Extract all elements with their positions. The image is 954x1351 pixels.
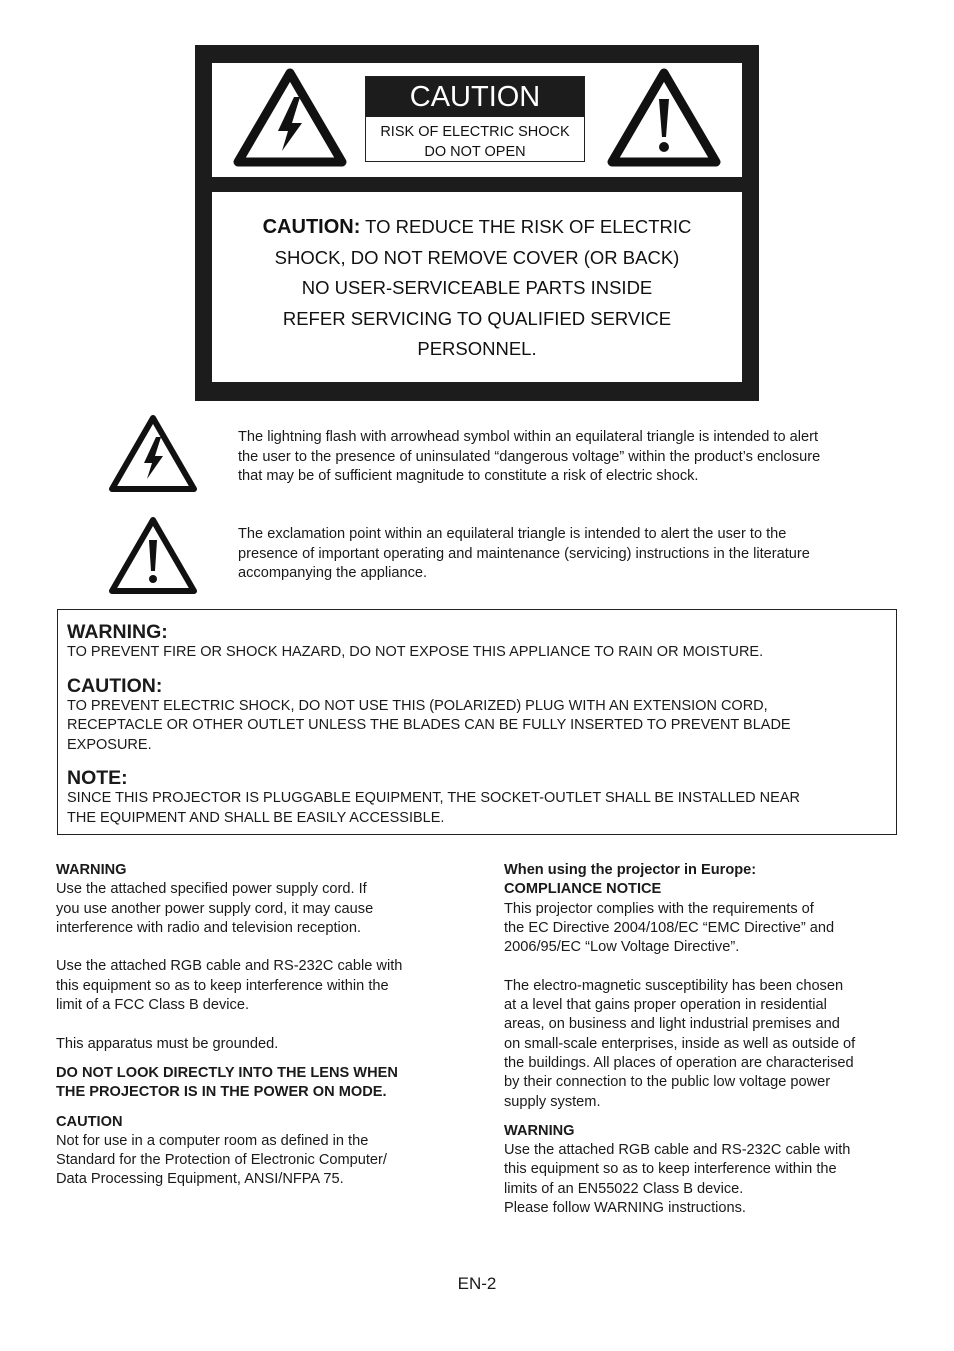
exclamation-symbol-description: The exclamation point within an equilateral triangle is intended to alert the user to the presence of important operating and maintenance (servicing) instructions in the literature accompanying the appliance. <box>238 526 810 581</box>
left-warning-heading: WARNING <box>56 862 127 878</box>
caution-message <box>212 212 742 365</box>
caution-message-line-4: REFER SERVICING TO QUALIFIED SERVICE <box>282 307 672 329</box>
lens-warning: DO NOT LOOK DIRECTLY INTO THE LENS WHEN <box>56 1064 398 1081</box>
note-text: SINCE THIS PROJECTOR IS PLUGGABLE EQUIPMENT, THE SOCKET-OUTLET SHALL BE INSTALLED NEAR THE EQUIPMENT AND SHALL BE EASILY ACCESSIBLE. <box>67 790 800 826</box>
warning-heading: WARNING: <box>67 621 168 643</box>
caution-message-line-3: NO USER-SERVICEABLE PARTS INSIDE <box>301 277 653 298</box>
lightning-symbol-description: The lightning flash with arrowhead symbol within an equilateral triangle is intended to alert the user to the presence of uninsulated “dangerous voltage” within the product’s enclosure that may be of sufficient magnitude to constitute a risk of electric shock. <box>238 429 821 484</box>
note-heading: NOTE: <box>67 767 128 789</box>
caution-message-line-1: CAUTION: TO REDUCE THE RISK OF ELECTRIC <box>262 216 692 238</box>
shock-warning-line-1: RISK OF ELECTRIC SHOCK <box>380 124 570 140</box>
caution-message-line-5: PERSONNEL. <box>417 338 537 359</box>
caution-label <box>365 76 585 162</box>
caution-heading: CAUTION: <box>67 674 163 697</box>
warning-text: TO PREVENT FIRE OR SHOCK HAZARD, DO NOT EXPOSE THIS APPLIANCE TO RAIN OR MOISTURE. <box>67 644 764 660</box>
page-number: EN-2 <box>457 1274 497 1293</box>
exclamation-triangle-icon <box>108 515 198 595</box>
compliance-heading: COMPLIANCE NOTICE <box>504 881 662 898</box>
caution-message-panel <box>212 192 742 382</box>
caution-message-line-2: SHOCK, DO NOT REMOVE COVER (OR BACK) <box>274 246 680 268</box>
europe-heading: When using the projector in Europe: <box>504 862 757 878</box>
shock-warning-line-2: DO NOT OPEN <box>424 144 526 160</box>
right-column: When using the projector in Europe: COMPLIANCE NOTICE This projector complies with the requirements of the EC Directive 2004/108/EC “EMC Directive” and 2006/95/EC “Low Voltage Directive”. The electro-magnetic susceptibility has been chosen at a level that gains proper operation in residential areas, on business and light industrial premises and on small-scale enterprises, inside as well as outside of the buildings. All places of operation are characterised by their connection to the public low voltage power supply system. WARNING Use the attached RGB cable and RS-232C cable with this equipment so as to keep interference within the limits of an EN55022 Class B device. Please follow WARNING instructions. <box>504 861 904 1218</box>
exclamation-triangle-icon <box>606 67 722 167</box>
warning-box <box>57 609 897 835</box>
right-warning-heading: WARNING <box>504 1122 575 1139</box>
lightning-triangle-icon <box>232 67 348 167</box>
caution-title: CAUTION <box>366 77 584 117</box>
lightning-triangle-icon <box>108 413 198 493</box>
caution-label-header <box>212 63 742 177</box>
left-column: WARNING Use the attached specified power supply cord. If you use another power supply cord, it may cause interference with radio and television reception. Use the attached RGB cable and RS-232C cable with this equipment so as to keep interference within the limit of a FCC Class B device. This apparatus must be grounded. DO NOT LOOK DIRECTLY INTO THE LENS WHEN THE PROJECTOR IS IN THE POWER ON MODE. CAUTION Not for use in a computer room as defined in the Standard for the Protection of Electronic Computer/ Data Processing Equipment, ANSI/NFPA 75. <box>56 861 451 1190</box>
caution-text: TO PREVENT ELECTRIC SHOCK, DO NOT USE THIS (POLARIZED) PLUG WITH AN EXTENSION CORD, RECEPTACLE OR OTHER OUTLET UNLESS THE BLADES CAN BE FULLY INSERTED TO PREVENT BLADE EXPOSURE. <box>67 697 791 753</box>
left-caution-heading: CAUTION <box>56 1113 123 1130</box>
caution-label-box <box>195 45 759 401</box>
